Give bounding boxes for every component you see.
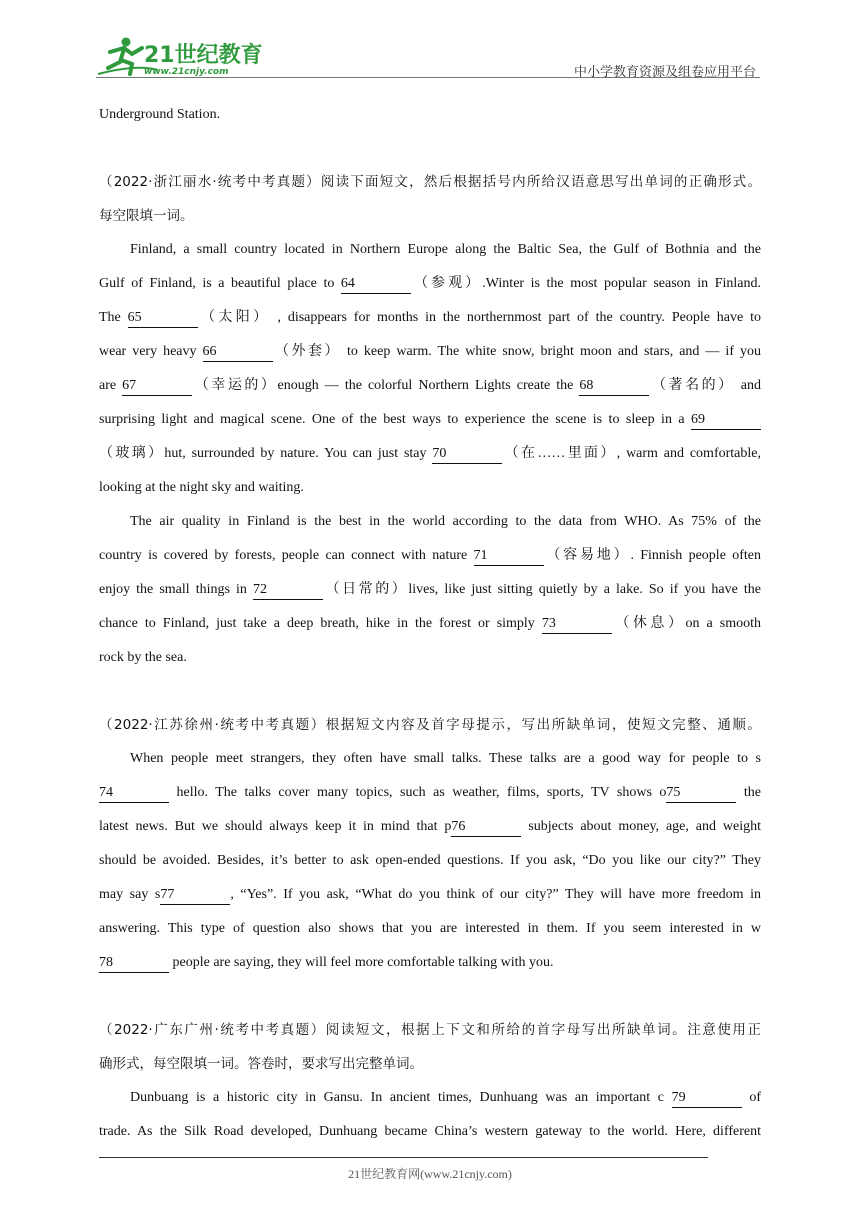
text-run: chance to Finland, just take a deep breath, hike in the forest or simply [99, 616, 542, 631]
text-run: （日常的）lives, like just sitting quietly by a lake. So if you have the [322, 582, 762, 597]
svg-text:21世纪教育: 21世纪教育 [144, 43, 263, 68]
answer-blank-78[interactable]: 78 [99, 954, 169, 973]
text-run: the [736, 785, 761, 800]
text-line [99, 573, 761, 607]
answer-blank-68[interactable]: 68 [579, 377, 649, 396]
text-line: Underground Station. [99, 107, 221, 122]
text-line [99, 369, 761, 403]
answer-blank-76[interactable]: 76 [451, 818, 521, 837]
answer-blank-66[interactable]: 66 [203, 343, 273, 362]
text-line [99, 607, 761, 641]
site-logo [96, 34, 266, 78]
paragraph [99, 233, 761, 505]
text-run: （参观）.Winter is the most popular season in Finland. [410, 276, 761, 291]
text-run: , “Yes”. If you ask, “What do you think of our city?” They will have more freedom in [230, 887, 761, 902]
text-line [99, 1081, 761, 1115]
text-run: （容易地）. Finnish people often [543, 548, 761, 563]
text-run: Dunbuang is a historic city in Gansu. In ancient times, Dunhuang was an important c [130, 1090, 672, 1105]
text-line: answering. This type of question also shows that you are interested in them. If you seem interested in w [99, 921, 761, 936]
question-source: （2022·浙江丽水·统考中考真题）阅读下面短文，然后根据括号内所给汉语意思写出单词的正确形式。 [99, 174, 761, 190]
answer-blank-71[interactable]: 71 [474, 547, 544, 566]
text-line [99, 335, 761, 369]
text-run: country is covered by forests, people can connect with nature [99, 548, 474, 563]
answer-blank-72[interactable]: 72 [253, 581, 323, 600]
header-platform-text: 中小学教育资源及组卷应用平台 [573, 65, 756, 80]
text-run: （外套） to keep warm. The white snow, bright moon and stars, and — if you [272, 344, 761, 359]
answer-blank-70[interactable]: 70 [432, 445, 502, 464]
text-line: rock by the sea. [99, 650, 187, 665]
svg-text:www.21cnjy.com: www.21cnjy.com [144, 67, 229, 77]
text-run: （玻璃）hut, surrounded by nature. You can just stay [99, 446, 433, 461]
text-run: people are saying, they will feel more comfortable talking with you. [169, 955, 554, 970]
text-line [99, 878, 761, 912]
text-run: The [99, 310, 128, 325]
text-run: of [741, 1090, 761, 1105]
text-run: （著名的） and [649, 378, 762, 393]
answer-blank-79[interactable]: 79 [672, 1089, 742, 1108]
answer-blank-64[interactable]: 64 [341, 275, 411, 294]
answer-blank-69[interactable]: 69 [691, 411, 761, 430]
text-line [99, 810, 761, 844]
text-line: looking at the night sky and waiting. [99, 480, 304, 495]
page-header [96, 34, 760, 78]
text-line [99, 539, 761, 573]
text-run: subjects about money, age, and weight [521, 819, 762, 834]
text-run: latest news. But we should always keep it in mind that p [99, 819, 452, 834]
text-run: hello. The talks cover many topics, such as weather, films, sports, TV shows o [169, 785, 667, 800]
answer-blank-67[interactable]: 67 [122, 377, 192, 396]
text-run: are [99, 378, 123, 393]
text-line [99, 437, 761, 471]
text-run: （太阳） , disappears for months in the northernmost part of the country. People have to [197, 310, 761, 325]
answer-blank-73[interactable]: 73 [542, 615, 612, 634]
text-line: should be avoided. Besides, it’s better to ask open-ended questions. If you ask, “Do you like our city?” They [99, 853, 761, 868]
text-run: wear very heavy [99, 344, 203, 359]
text-run: （在……里面）, warm and comfortable, [502, 446, 761, 461]
question-source: （2022·广东广州·统考中考真题）阅读短文，根据上下文和所给的首字母写出所缺单词。注意使用正 [99, 1022, 761, 1038]
text-run: Gulf of Finland, is a beautiful place to [99, 276, 341, 291]
answer-blank-65[interactable]: 65 [128, 309, 198, 328]
paragraph [99, 742, 761, 980]
text-run: （幸运的）enough — the colorful Northern Lights create the [192, 378, 580, 393]
paragraph [99, 1081, 761, 1149]
text-line: The air quality in Finland is the best in the world according to the data from WHO. As 75% of the [130, 514, 761, 529]
text-run: enjoy the small things in [99, 582, 253, 597]
text-run: （休息）on a smooth [611, 616, 761, 631]
text-line [99, 946, 761, 980]
question-source-cont: 每空限填一词。 [99, 208, 194, 224]
text-run: surprising light and magical scene. One of the best ways to experience the scene is to sleep in a [99, 412, 691, 427]
paragraph [99, 505, 761, 675]
text-line [99, 267, 761, 301]
question-source-cont: 确形式，每空限填一词。答卷时，要求写出完整单词。 [99, 1056, 423, 1072]
header-divider [96, 77, 760, 78]
text-line [99, 301, 761, 335]
answer-blank-75[interactable]: 75 [666, 784, 736, 803]
answer-blank-77[interactable]: 77 [160, 886, 230, 905]
text-line: When people meet strangers, they often have small talks. These talks are a good way for people to s [130, 751, 761, 766]
question-source: （2022·江苏徐州·统考中考真题）根据短文内容及首字母提示，写出所缺单词，使短文完整、通顺。 [99, 717, 761, 733]
text-line: Finland, a small country located in Northern Europe along the Baltic Sea, the Gulf of Bothnia and the [130, 242, 761, 257]
text-run: may say s [99, 887, 161, 902]
text-line [99, 776, 761, 810]
page-footer: 21世纪教育网(www.21cnjy.com) [348, 1167, 512, 1181]
text-line [99, 403, 761, 437]
text-line: trade. As the Silk Road developed, Dunhuang became China’s western gateway to the world. Here, different [99, 1124, 761, 1139]
answer-blank-74[interactable]: 74 [99, 784, 169, 803]
document-body [99, 98, 761, 1149]
footer-divider [99, 1157, 708, 1158]
